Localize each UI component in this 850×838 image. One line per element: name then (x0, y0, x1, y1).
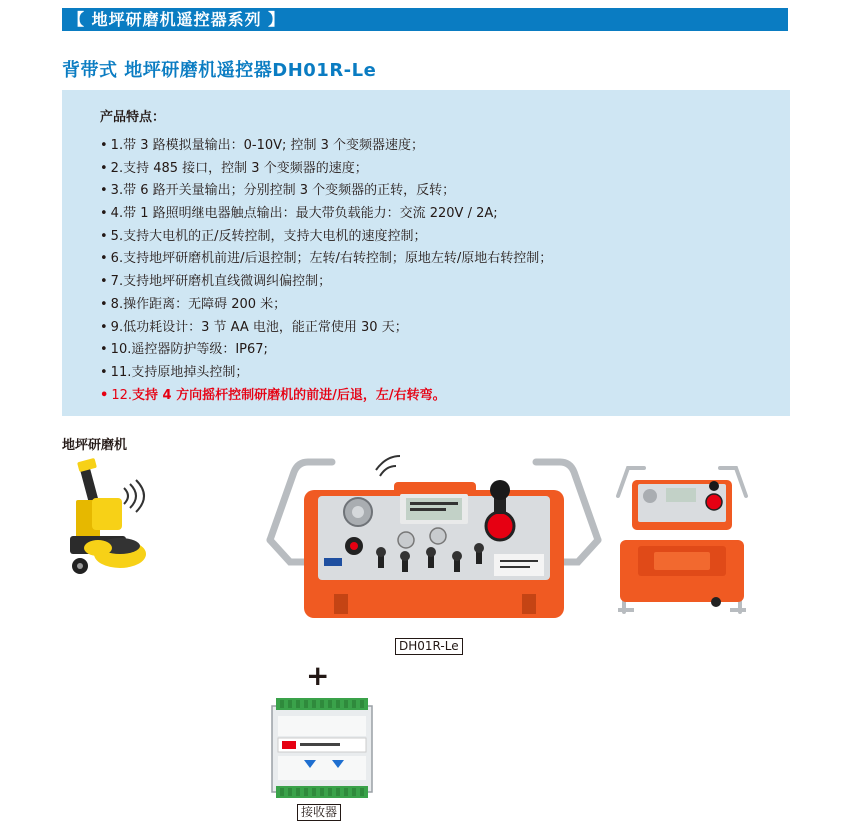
feature-item: • 1.带 3 路模拟量输出：0-10V; 控制 3 个变频器速度； (100, 138, 425, 153)
plus-sign: + (306, 659, 330, 692)
features-panel (62, 90, 790, 416)
floor-grinder-image (62, 458, 152, 588)
features-heading: 产品特点： (100, 110, 166, 125)
feature-item-highlight: • 12.支持 4 方向摇杆控制研磨机的前进/后退，左/右转弯。 (100, 387, 446, 403)
feature-item: • 5.支持大电机的正/反转控制，支持大电机的速度控制； (100, 228, 427, 244)
series-banner: 【 地坪研磨机遥控器系列 】 (62, 8, 788, 31)
feature-item: • 10.遥控器防护等级：IP67; (100, 342, 268, 358)
feature-item: • 7.支持地坪研磨机直线微调纠偏控制； (100, 274, 332, 290)
features-list (100, 135, 790, 407)
feature-item: • 6.支持地坪研磨机前进/后退控制；左转/右转控制；原地左转/原地右转控制； (100, 251, 553, 267)
receiver-caption: 接收器 (297, 804, 341, 821)
remote-side-views-image (614, 462, 750, 620)
feature-item: • 8.操作距离：无障碍 200 米； (100, 296, 287, 312)
feature-item: • 11.支持原地掉头控制； (100, 364, 249, 380)
feature-item: • 9.低功耗设计：3 节 AA 电池，能正常使用 30 天； (100, 319, 408, 335)
feature-item: • 4.带 1 路照明继电器触点输出：最大带负载能力：交流 220V / 2A; (100, 206, 498, 222)
product-title: 背带式 地坪研磨机遥控器DH01R-Le (62, 60, 377, 81)
remote-model-caption: DH01R-Le (395, 638, 463, 655)
grinder-label: 地坪研磨机 (62, 438, 128, 453)
receiver-image (268, 698, 376, 800)
feature-item: • 3.带 6 路开关量输出；分别控制 3 个变频器的正转，反转； (100, 183, 456, 199)
remote-control-image (262, 454, 606, 620)
feature-item: • 2.支持 485 接口，控制 3 个变频器的速度； (100, 160, 368, 176)
